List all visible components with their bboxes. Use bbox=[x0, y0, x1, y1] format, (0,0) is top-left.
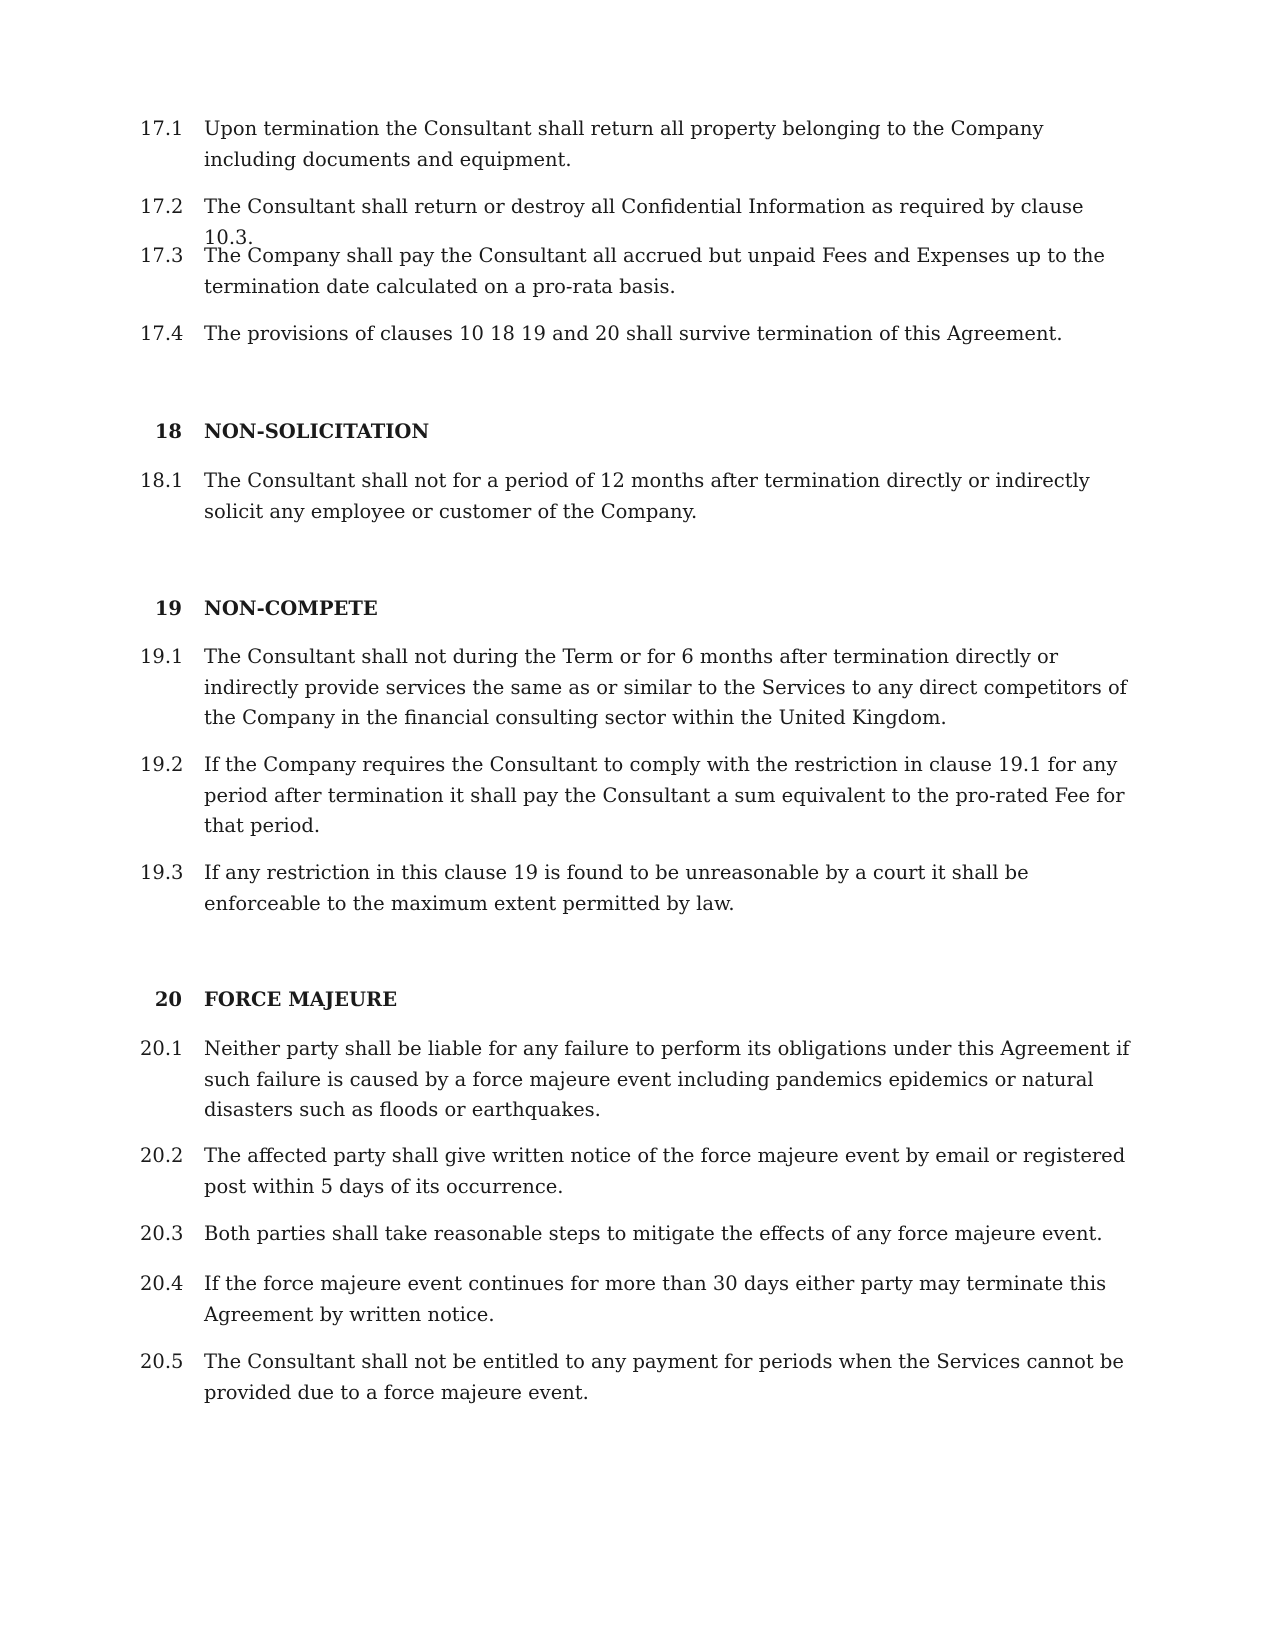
section-title: NON-SOLICITATION bbox=[204, 420, 430, 443]
clause-number: 19.3 bbox=[140, 861, 184, 884]
clause-text: If the Company requires the Consultant to comply with the restriction in clause 19.1 for any period after termination it shall pay the Consultant a sum equivalent to the pro-rated Fee for that period. bbox=[204, 753, 1125, 837]
clause-number: 20.3 bbox=[140, 1222, 184, 1245]
clause-number: 17.2 bbox=[140, 195, 184, 218]
clause-number: 20.4 bbox=[140, 1272, 184, 1295]
clause-text: Both parties shall take reasonable steps to mitigate the effects of any force majeure event. bbox=[204, 1222, 1103, 1245]
clause-text: The Consultant shall not during the Term or for 6 months after termination directly or indirectly provide services the same as or similar to the Services to any direct competitors of the Company in the financial consulting sector within the United Kingdom. bbox=[204, 645, 1127, 729]
clause-number: 17.4 bbox=[140, 322, 184, 345]
clause-number: 17.1 bbox=[140, 117, 184, 140]
clause-text: The provisions of clauses 10 18 19 and 20 shall survive termination of this Agreement. bbox=[204, 322, 1063, 345]
clause-text: Upon termination the Consultant shall return all property belonging to the Company including documents and equipment. bbox=[204, 117, 1044, 171]
clause-number: 20.1 bbox=[140, 1037, 184, 1060]
clause-number: 19.1 bbox=[140, 645, 184, 668]
clause-text: Neither party shall be liable for any failure to perform its obligations under this Agreement if such failure is caused by a force majeure event including pandemics epidemics or natural disasters such as floods or earthquakes. bbox=[204, 1037, 1130, 1121]
section-title: FORCE MAJEURE bbox=[204, 988, 398, 1011]
section-number: 20 bbox=[154, 988, 182, 1011]
clause-number: 20.5 bbox=[140, 1350, 184, 1373]
section-title: NON-COMPETE bbox=[204, 597, 378, 620]
clause-text: The Consultant shall not for a period of 12 months after termination directly or indirectly solicit any employee or customer of the Company. bbox=[204, 469, 1090, 523]
clause-text: The Consultant shall return or destroy all Confidential Information as required by clause 10.3. bbox=[204, 195, 1084, 249]
clause-number: 20.2 bbox=[140, 1144, 184, 1167]
clause-text: The affected party shall give written notice of the force majeure event by email or registered post within 5 days of its occurrence. bbox=[204, 1144, 1126, 1198]
section-number: 18 bbox=[154, 420, 182, 443]
clause-text: The Company shall pay the Consultant all accrued but unpaid Fees and Expenses up to the termination date calculated on a pro-rata basis. bbox=[204, 244, 1105, 298]
clause-number: 19.2 bbox=[140, 753, 184, 776]
clause-number: 18.1 bbox=[140, 469, 184, 492]
clause-number: 17.3 bbox=[140, 244, 184, 267]
clause-text: The Consultant shall not be entitled to any payment for periods when the Services cannot be provided due to a force majeure event. bbox=[204, 1350, 1124, 1404]
clause-text: If the force majeure event continues for more than 30 days either party may terminate this Agreement by written notice. bbox=[204, 1272, 1107, 1326]
clause-text: If any restriction in this clause 19 is found to be unreasonable by a court it shall be enforceable to the maximum extent permitted by law. bbox=[204, 861, 1029, 915]
section-number: 19 bbox=[154, 597, 182, 620]
